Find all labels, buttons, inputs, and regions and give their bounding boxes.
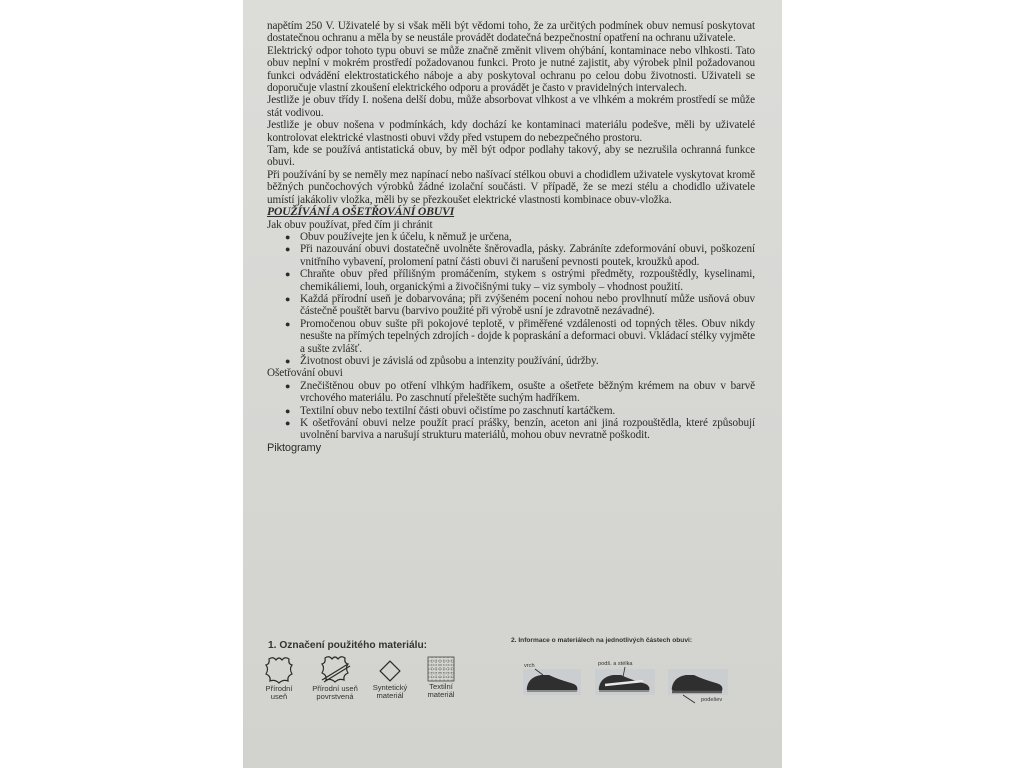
section-title-usage: POUŽÍVÁNÍ A OŠETŘOVÁNÍ OBUVI	[267, 205, 455, 219]
material-synthetic	[362, 658, 418, 701]
shoe-part-lining-label: podš. a stélka	[598, 661, 633, 667]
textile-material-icon	[425, 655, 457, 683]
document-page	[243, 0, 782, 768]
list-item: ● Životnost obuvi je závislá od způsobu a intenzity používání, údržby.	[285, 355, 755, 367]
natural-leather-icon	[262, 655, 296, 685]
paragraph-2: Elektrický odpor tohoto typu obuvi se může značně změnit vlivem ohýbání, kontaminace nebo vlhkosti. Tato obuv neplní v mokrém prostředí požadovanou funkci. Proto je nutné zajistit, aby výrobek plnil požadovanou funkci odvádění elektrostatického náboje a aby poskytoval ochranu po celou dobu životnosti. Uživateli se doporučuje vlastní zkoušení elektrického odporu a provádět je často v pravidelných intervalech.	[267, 44, 755, 95]
usage-intro: Jak obuv používat, před čím ji chránit	[267, 218, 433, 231]
material-label: Přírodní useň	[265, 684, 293, 702]
shoe-parts-diagram	[513, 655, 763, 710]
paragraph-1: napětím 250 V. Uživatelé by si však měli být vědomi toho, že za určitých podmínek obuv nemusí poskytovat dostatečnou ochranu a měla by se neustále provádět dodatečná bezpečnostní opatření na ochranu uživatele.	[267, 20, 755, 45]
list-item: ● Chraňte obuv před přílišným promáčením, stykem s ostrými předměty, rozpouštědly, kyselinami, chemikáliemi, louh, organickými a živočišnými tuky – viz symboly – vhodnost použití.	[285, 268, 755, 293]
material-coated-leather	[307, 653, 363, 702]
list-item: ● Při nazouvání obuvi dostatečně uvolněte šněrovadla, pásky. Zabráníte zdeformování obuvi, poškození vnitřního vybavení, prolomení patní části obuvi či narušení pevnosti poutek, kroužků apod.	[285, 243, 755, 268]
shoe-part-sole-label: podešev	[701, 697, 723, 703]
document-content	[267, 20, 755, 454]
list-item: ● Textilní obuv nebo textilní části obuvi očistíme po zaschnutí kartáčkem.	[285, 405, 755, 417]
section-title-care: Ošetřování obuvi	[267, 367, 343, 380]
pictograms-heading: Piktogramy	[267, 441, 322, 454]
list-item: ● Každá přírodní useň je dobarvována; při zvýšeném pocení nohou nebo provlhnutí může usňová obuv částečně pouštět barvu (barvivo použité při výrobě usní je zdravotně nezávadné).	[285, 293, 755, 318]
material-label: Textilní materiál	[427, 682, 455, 700]
paragraph-5: Tam, kde se používá antistatická obuv, by měl být odpor podlahy takový, aby se nezrušila ochranná funkce obuvi.	[267, 144, 755, 169]
material-label: Syntetický materiál	[372, 683, 408, 701]
paragraph-4: Jestliže je obuv nošena v podmínkách, kdy dochází ke kontaminaci materiálu podešve, měli by uživatelé kontrolovat elektrické vlastnosti obuvi vždy před vstupem do nebezpečného prostoru.	[267, 119, 755, 144]
list-item: ● K ošetřování obuvi nelze použít prací prášky, benzín, aceton ani jiná rozpouštědla, které způsobují uvolnění barviva a narušují strukturu materiálů, mohou obuv nevratně poškodit.	[285, 417, 755, 442]
care-list	[285, 380, 755, 442]
material-textile	[413, 655, 469, 700]
list-item: ● Promočenou obuv sušte při pokojové teplotě, v přiměřené vzdálenosti od topných těles. Obuv nikdy nesušte na přímých tepelných zdrojích - dojde k popraskání a deformaci obuvi. Vkládací stélky vyjměte a sušte zvlášť.	[285, 318, 755, 355]
coated-leather-icon	[316, 653, 354, 685]
usage-list	[285, 231, 755, 367]
shoe-parts-title: 2. Informace o materiálech na jednotlivých částech obuvi:	[511, 637, 693, 644]
materials-title: 1. Označení použitého materiálu:	[268, 640, 428, 651]
paragraph-6: Při používání by se neměly mez napínací nebo našívací stélkou obuvi a chodidlem uživatele vyskytovat kromě běžných punčochových výrobků žádné izolační součásti. V případě, že se mezi stélu a chodidlo uživatele umístí jakákoliv vložka, měli by se přezkoušet elektrické vlastnosti kombinace obuv-vložka.	[267, 168, 755, 206]
paragraph-3: Jestliže je obuv třídy I. nošena delší dobu, může absorbovat vlhkost a ve vlhkém a mokrém prostředí se může stát vodivou.	[267, 94, 755, 119]
list-item: ● Obuv používejte jen k účelu, k němuž je určena,	[285, 231, 755, 243]
list-item: ● Znečištěnou obuv po otření vlhkým hadříkem, osušte a ošetřete běžným krémem na obuv v barvě vrchového materiálu. Po zaschnutí přeleštěte suchým hadříkem.	[285, 380, 755, 405]
synthetic-material-icon	[375, 658, 405, 684]
material-natural-leather	[251, 655, 307, 702]
shoe-part-upper-label: vrch	[524, 663, 535, 669]
material-label: Přírodní useň povrstvená	[312, 684, 358, 702]
